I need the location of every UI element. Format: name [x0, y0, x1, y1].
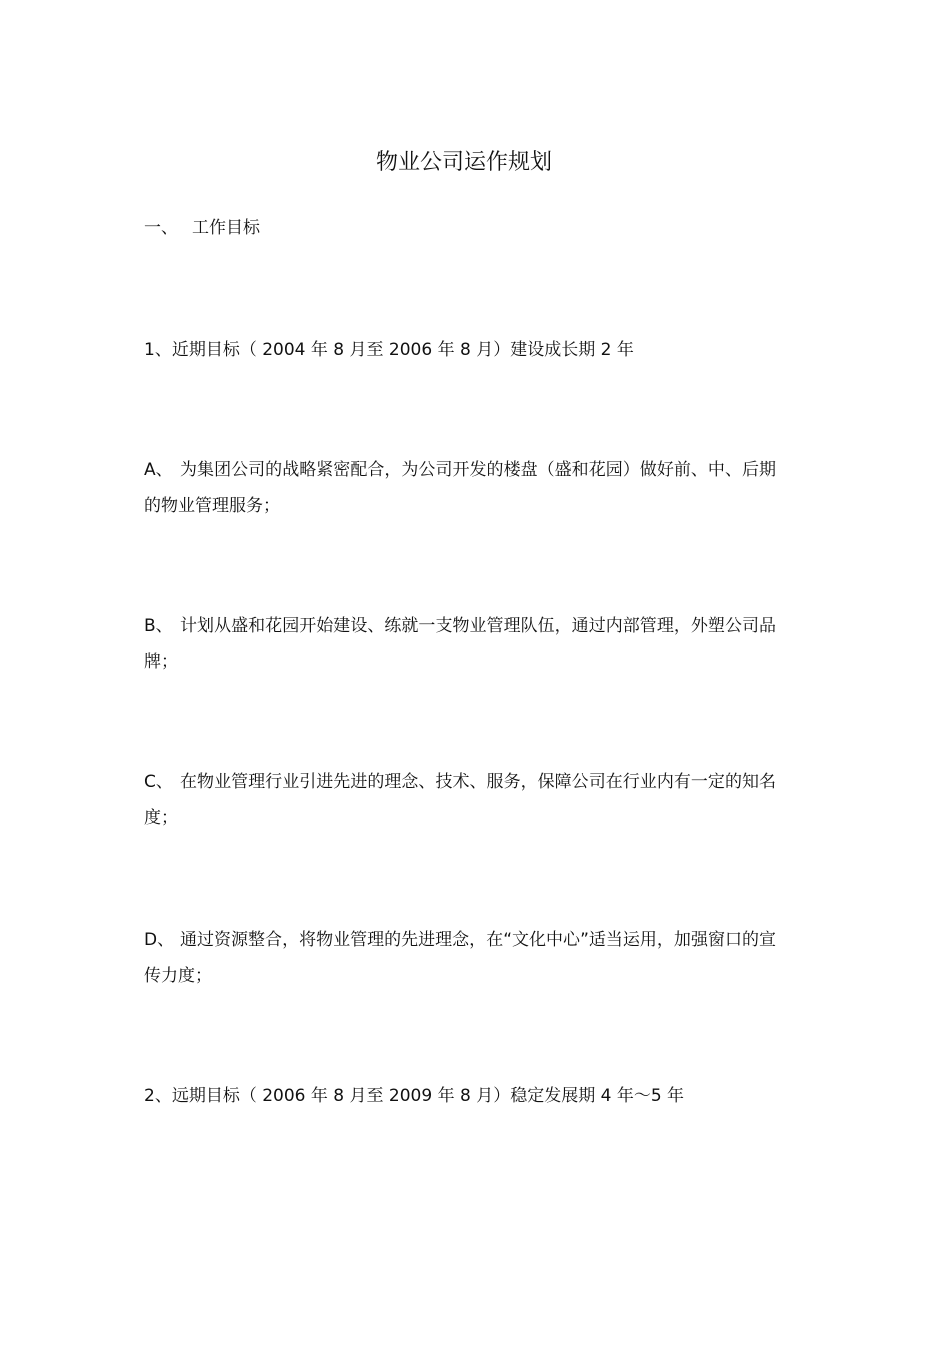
document-title: 物业公司运作规划: [375, 150, 552, 175]
item-letter: C、: [144, 772, 173, 792]
item-letter: B、: [144, 616, 173, 636]
item-letter: D、: [144, 930, 175, 950]
near-term-goal: 1、近期目标（ 2004 年 8 月至 2006 年 8 月）建设成长期 2 年: [144, 340, 634, 360]
long-term-goal: 2、远期目标（ 2006 年 8 月至 2009 年 8 月）稳定发展期 4 年～5 年: [144, 1086, 685, 1106]
section-label: 工作目标: [192, 218, 260, 238]
section-heading: [144, 215, 260, 241]
item-letter: A、: [144, 460, 173, 480]
goal-item-d: [144, 922, 776, 994]
item-text: 通过资源整合，将物业管理的先进理念，在“文化中心”适当运用，加强窗口的宣传力度；: [144, 930, 776, 986]
section-number: 一、: [144, 218, 178, 238]
goal-item-b: [144, 608, 776, 680]
goal-item-a: [144, 452, 776, 524]
item-text: 在物业管理行业引进先进的理念、技术、服务，保障公司在行业内有一定的知名度；: [144, 772, 776, 828]
item-text: 为集团公司的战略紧密配合，为公司开发的楼盘（盛和花园）做好前、中、后期的物业管理服务；: [144, 460, 776, 516]
goal-item-c: [144, 764, 776, 836]
item-text: 计划从盛和花园开始建设、练就一支物业管理队伍，通过内部管理，外塑公司品牌；: [144, 616, 776, 672]
